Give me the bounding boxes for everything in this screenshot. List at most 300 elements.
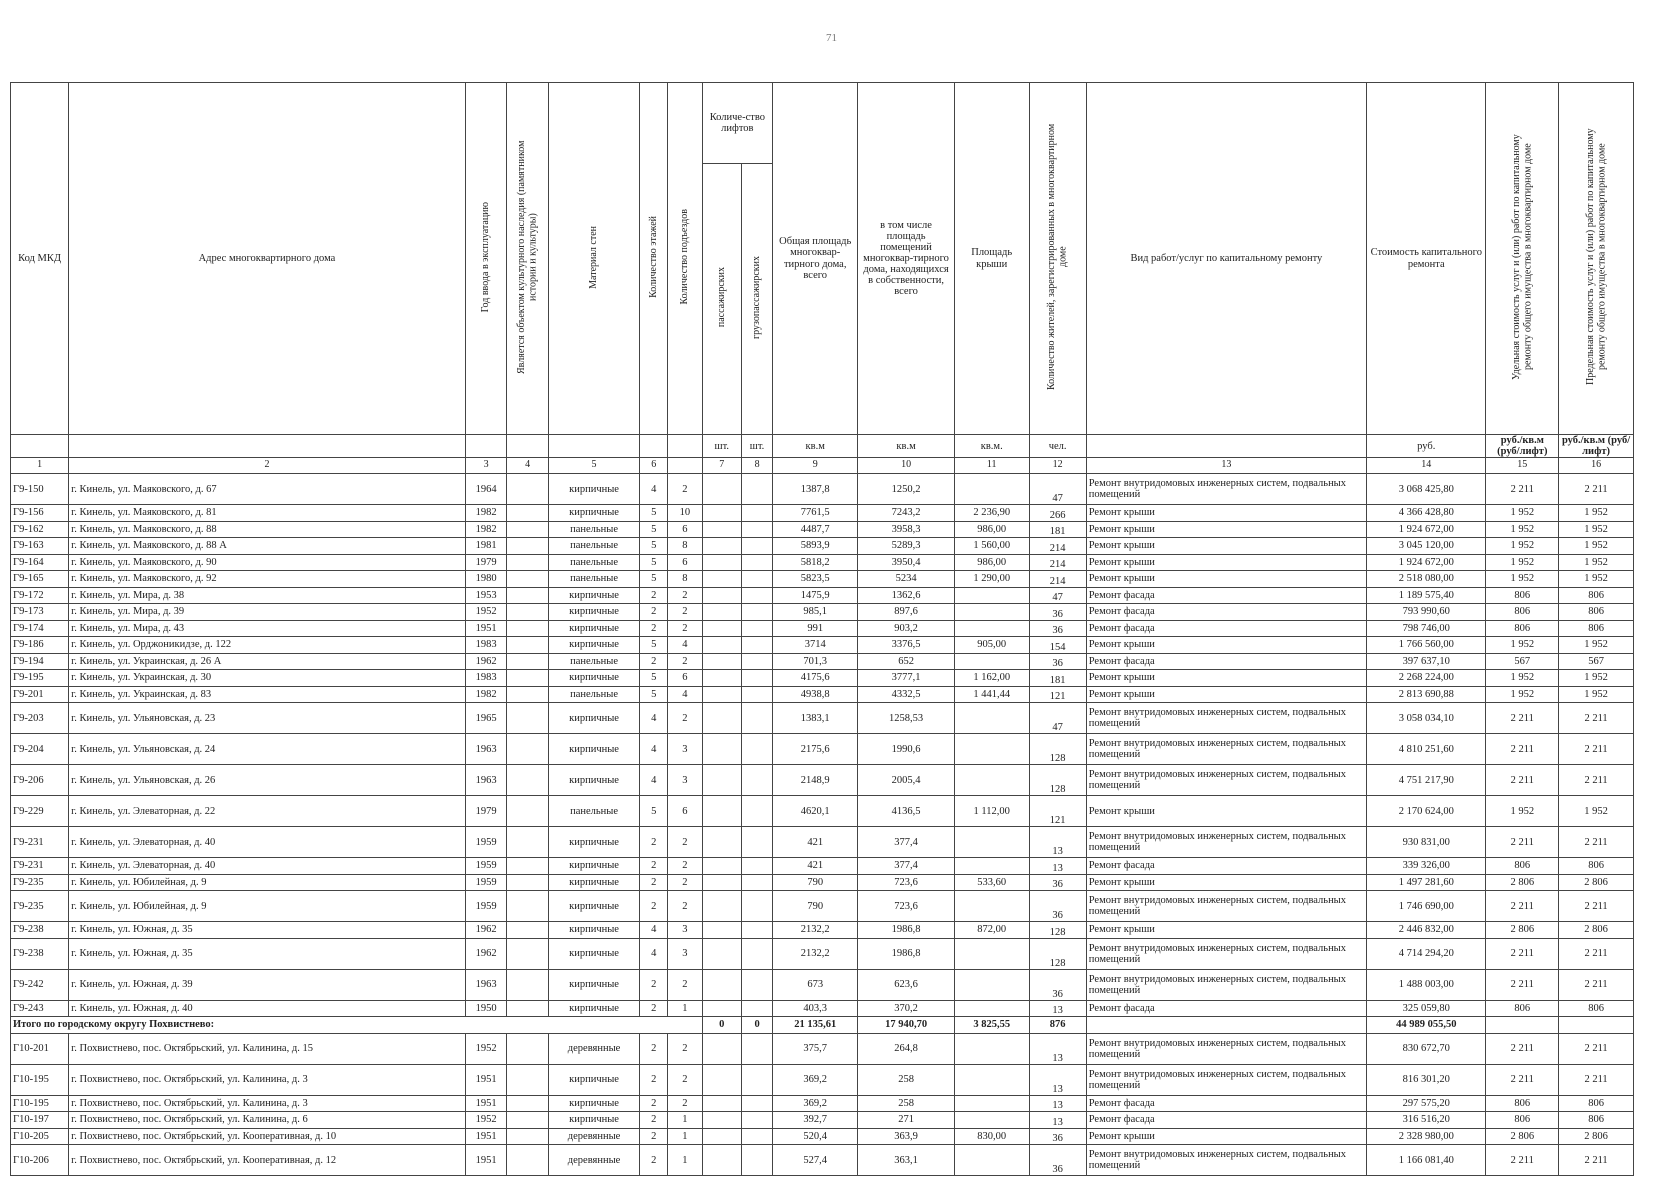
cell-area-total: 421 — [773, 827, 858, 858]
cell-entrances: 8 — [668, 538, 702, 555]
cell-work: Ремонт внутридомовых инженерных систем, подвальных помещений — [1086, 827, 1366, 858]
cell-heritage — [507, 1095, 549, 1112]
cell-walls: кирпичные — [548, 587, 639, 604]
cell-floors: 2 — [640, 969, 668, 1000]
cell-area-total: 375,7 — [773, 1033, 858, 1064]
cell-heritage — [507, 587, 549, 604]
cell-floors: 2 — [640, 858, 668, 875]
cell-lifts-cargo — [741, 653, 772, 670]
cell-entrances: 2 — [668, 1095, 702, 1112]
cell-work: Ремонт крыши — [1086, 686, 1366, 703]
cell-lifts-cargo — [741, 620, 772, 637]
cell-year: 1979 — [465, 554, 507, 571]
cell-limit-cost: 567 — [1559, 653, 1634, 670]
cell-lifts-cargo — [741, 571, 772, 588]
header-lifts-cargo: грузопассажирских — [741, 164, 772, 435]
cell-address: г. Кинель, ул. Мира, д. 39 — [69, 604, 466, 621]
total-roof: 3 825,55 — [954, 1017, 1029, 1034]
cell-entrances: 3 — [668, 734, 702, 765]
cell-walls: кирпичные — [548, 670, 639, 687]
cell-area-total: 2132,2 — [773, 938, 858, 969]
header-cost: Стоимость капитального ремонта — [1367, 83, 1486, 435]
cell-lifts-cargo — [741, 1112, 772, 1129]
cell-roof: 1 290,00 — [954, 571, 1029, 588]
cell-limit-cost: 2 806 — [1559, 922, 1634, 939]
cell-heritage — [507, 734, 549, 765]
cell-cost: 2 328 980,00 — [1367, 1128, 1486, 1145]
cell-year: 1979 — [465, 796, 507, 827]
cell-heritage — [507, 1145, 549, 1176]
cell-lifts-cargo — [741, 796, 772, 827]
cell-heritage — [507, 1112, 549, 1129]
cell-kod: Г9-186 — [11, 637, 69, 654]
cell-address: г. Похвистнево, пос. Октябрьский, ул. Калинина, д. 15 — [69, 1033, 466, 1064]
cell-address: г. Кинель, ул. Маяковского, д. 88 — [69, 521, 466, 538]
cell-roof: 1 162,00 — [954, 670, 1029, 687]
table-row — [11, 891, 1634, 922]
cell-kod: Г9-165 — [11, 571, 69, 588]
cell-floors: 4 — [640, 938, 668, 969]
cell-area-owned: 903,2 — [858, 620, 955, 637]
cell-unit-cost: 2 211 — [1486, 938, 1559, 969]
cell-work: Ремонт крыши — [1086, 637, 1366, 654]
col-number: 8 — [741, 458, 772, 474]
cell-cost: 339 326,00 — [1367, 858, 1486, 875]
cell-area-owned: 363,9 — [858, 1128, 955, 1145]
total-lifts-pass: 0 — [702, 1017, 741, 1034]
cell-lifts-cargo — [741, 505, 772, 522]
cell-walls: панельные — [548, 538, 639, 555]
table-row — [11, 1095, 1634, 1112]
cell-limit-cost: 1 952 — [1559, 538, 1634, 555]
cell-roof — [954, 1145, 1029, 1176]
cell-entrances: 3 — [668, 765, 702, 796]
cell-area-total: 1475,9 — [773, 587, 858, 604]
cell-area-owned: 264,8 — [858, 1033, 955, 1064]
cell-cost: 2 170 624,00 — [1367, 796, 1486, 827]
cell-address: г. Кинель, ул. Украинская, д. 83 — [69, 686, 466, 703]
cell-unit-cost: 2 211 — [1486, 734, 1559, 765]
cell-lifts-cargo — [741, 604, 772, 621]
cell-work: Ремонт крыши — [1086, 538, 1366, 555]
cell-area-owned: 258 — [858, 1064, 955, 1095]
cell-year: 1963 — [465, 765, 507, 796]
cell-walls: кирпичные — [548, 734, 639, 765]
cell-lifts-pass — [702, 891, 741, 922]
cell-roof — [954, 604, 1029, 621]
cell-lifts-cargo — [741, 1128, 772, 1145]
cell-unit-cost: 2 211 — [1486, 1145, 1559, 1176]
cell-walls: панельные — [548, 686, 639, 703]
cell-lifts-pass — [702, 670, 741, 687]
table-row — [11, 703, 1634, 734]
cell-roof — [954, 653, 1029, 670]
cell-lifts-cargo — [741, 587, 772, 604]
cell-unit-cost: 1 952 — [1486, 571, 1559, 588]
cell-area-owned: 3950,4 — [858, 554, 955, 571]
cell-area-owned: 363,1 — [858, 1145, 955, 1176]
cell-work: Ремонт фасада — [1086, 1095, 1366, 1112]
cell-limit-cost: 2 211 — [1559, 827, 1634, 858]
cell-limit-cost: 2 211 — [1559, 938, 1634, 969]
cell-lifts-cargo — [741, 874, 772, 891]
cell-lifts-pass — [702, 1112, 741, 1129]
cell-year: 1981 — [465, 538, 507, 555]
units-row — [11, 435, 1634, 458]
cell-heritage — [507, 1000, 549, 1017]
cell-walls: кирпичные — [548, 1095, 639, 1112]
cell-kod: Г10-206 — [11, 1145, 69, 1176]
cell-floors: 2 — [640, 1000, 668, 1017]
cell-lifts-cargo — [741, 1033, 772, 1064]
cell-unit-cost: 1 952 — [1486, 505, 1559, 522]
cell-limit-cost: 806 — [1559, 1095, 1634, 1112]
table-row — [11, 505, 1634, 522]
cell-work: Ремонт внутридомовых инженерных систем, подвальных помещений — [1086, 734, 1366, 765]
cell-walls: кирпичные — [548, 637, 639, 654]
cell-heritage — [507, 1064, 549, 1095]
cell-lifts-pass — [702, 827, 741, 858]
cell-entrances: 2 — [668, 653, 702, 670]
cell-area-owned: 723,6 — [858, 874, 955, 891]
cell-lifts-pass — [702, 505, 741, 522]
cell-roof: 830,00 — [954, 1128, 1029, 1145]
cell-kod: Г9-235 — [11, 874, 69, 891]
cell-floors: 4 — [640, 474, 668, 505]
cell-area-owned: 4136,5 — [858, 796, 955, 827]
table-row — [11, 620, 1634, 637]
cell-lifts-pass — [702, 1128, 741, 1145]
table-row — [11, 1112, 1634, 1129]
cell-cost: 1 746 690,00 — [1367, 891, 1486, 922]
cell-limit-cost: 1 952 — [1559, 521, 1634, 538]
cell-walls: кирпичные — [548, 874, 639, 891]
header-lifts-pass: пассажирских — [702, 164, 741, 435]
cell-heritage — [507, 538, 549, 555]
cell-kod: Г9-174 — [11, 620, 69, 637]
cell-lifts-cargo — [741, 765, 772, 796]
cell-year: 1982 — [465, 521, 507, 538]
cell-area-owned: 723,6 — [858, 891, 955, 922]
cell-residents: 128 — [1029, 734, 1086, 765]
cell-work: Ремонт фасада — [1086, 1112, 1366, 1129]
cell-floors: 5 — [640, 505, 668, 522]
total-row — [11, 1017, 1634, 1034]
cell-work: Ремонт внутридомовых инженерных систем, подвальных помещений — [1086, 938, 1366, 969]
cell-limit-cost: 2 211 — [1559, 765, 1634, 796]
cell-area-owned: 1986,8 — [858, 938, 955, 969]
cell-work: Ремонт внутридомовых инженерных систем, подвальных помещений — [1086, 891, 1366, 922]
cell-lifts-cargo — [741, 1095, 772, 1112]
cell-area-total: 421 — [773, 858, 858, 875]
cell-work: Ремонт крыши — [1086, 521, 1366, 538]
cell-kod: Г9-238 — [11, 922, 69, 939]
table-total — [11, 1017, 1634, 1034]
cell-work: Ремонт внутридомовых инженерных систем, подвальных помещений — [1086, 703, 1366, 734]
cell-residents: 36 — [1029, 874, 1086, 891]
cell-area-total: 4175,6 — [773, 670, 858, 687]
cell-year: 1965 — [465, 703, 507, 734]
col-number: 11 — [954, 458, 1029, 474]
cell-unit-cost: 2 211 — [1486, 474, 1559, 505]
cell-cost: 325 059,80 — [1367, 1000, 1486, 1017]
cell-kod: Г10-195 — [11, 1095, 69, 1112]
cell-area-owned: 7243,2 — [858, 505, 955, 522]
cell-address: г. Кинель, ул. Южная, д. 35 — [69, 922, 466, 939]
cell-area-total: 673 — [773, 969, 858, 1000]
cell-lifts-cargo — [741, 521, 772, 538]
col-number: 12 — [1029, 458, 1086, 474]
cell-lifts-cargo — [741, 827, 772, 858]
cell-cost: 397 637,10 — [1367, 653, 1486, 670]
cell-roof — [954, 1033, 1029, 1064]
cell-kod: Г9-243 — [11, 1000, 69, 1017]
cell-area-owned: 3958,3 — [858, 521, 955, 538]
cell-roof — [954, 1000, 1029, 1017]
cell-kod: Г10-197 — [11, 1112, 69, 1129]
col-number — [668, 458, 702, 474]
cell-entrances: 2 — [668, 703, 702, 734]
cell-year: 1950 — [465, 1000, 507, 1017]
cell-work: Ремонт крыши — [1086, 1128, 1366, 1145]
table-row — [11, 653, 1634, 670]
cell-unit-cost: 806 — [1486, 604, 1559, 621]
cell-unit-cost: 806 — [1486, 1095, 1559, 1112]
cell-area-owned: 3376,5 — [858, 637, 955, 654]
cell-address: г. Кинель, ул. Южная, д. 35 — [69, 938, 466, 969]
cell-address: г. Кинель, ул. Маяковского, д. 88 А — [69, 538, 466, 555]
cell-floors: 2 — [640, 874, 668, 891]
cell-unit-cost: 1 952 — [1486, 554, 1559, 571]
table-row — [11, 734, 1634, 765]
cell-unit-cost: 2 211 — [1486, 765, 1559, 796]
cell-entrances: 2 — [668, 874, 702, 891]
cell-entrances: 2 — [668, 891, 702, 922]
cell-entrances: 6 — [668, 796, 702, 827]
cell-area-total: 2148,9 — [773, 765, 858, 796]
cell-kod: Г9-235 — [11, 891, 69, 922]
cell-heritage — [507, 686, 549, 703]
cell-cost: 2 446 832,00 — [1367, 922, 1486, 939]
cell-floors: 4 — [640, 703, 668, 734]
cell-lifts-cargo — [741, 554, 772, 571]
cell-year: 1951 — [465, 1064, 507, 1095]
cell-residents: 128 — [1029, 922, 1086, 939]
cell-heritage — [507, 1128, 549, 1145]
cell-entrances: 1 — [668, 1112, 702, 1129]
cell-roof — [954, 969, 1029, 1000]
cell-address: г. Кинель, ул. Элеваторная, д. 22 — [69, 796, 466, 827]
header-kod: Код МКД — [11, 83, 69, 435]
header-lifts: Количе-ство лифтов — [702, 83, 773, 164]
cell-unit-cost: 2 211 — [1486, 891, 1559, 922]
cell-lifts-cargo — [741, 922, 772, 939]
cell-entrances: 1 — [668, 1128, 702, 1145]
cell-entrances: 4 — [668, 686, 702, 703]
cell-walls: кирпичные — [548, 765, 639, 796]
cell-area-total: 369,2 — [773, 1064, 858, 1095]
cell-lifts-cargo — [741, 734, 772, 765]
header-residents: Количество жителей, зарегистрированных в многоквартирном доме — [1029, 83, 1086, 435]
cell-roof — [954, 703, 1029, 734]
cell-address: г. Похвистнево, пос. Октябрьский, ул. Калинина, д. 3 — [69, 1064, 466, 1095]
cell-limit-cost: 2 806 — [1559, 874, 1634, 891]
cell-work: Ремонт внутридомовых инженерных систем, подвальных помещений — [1086, 1033, 1366, 1064]
cell-year: 1982 — [465, 505, 507, 522]
cell-lifts-pass — [702, 637, 741, 654]
cell-limit-cost: 1 952 — [1559, 637, 1634, 654]
cell-residents: 36 — [1029, 620, 1086, 637]
cell-heritage — [507, 891, 549, 922]
cell-address: г. Кинель, ул. Маяковского, д. 81 — [69, 505, 466, 522]
cell-work: Ремонт внутридомовых инженерных систем, подвальных помещений — [1086, 1145, 1366, 1176]
cell-roof: 986,00 — [954, 521, 1029, 538]
cell-kod: Г9-206 — [11, 765, 69, 796]
col-number: 13 — [1086, 458, 1366, 474]
cell-roof: 533,60 — [954, 874, 1029, 891]
cell-area-total: 2175,6 — [773, 734, 858, 765]
cell-floors: 5 — [640, 538, 668, 555]
cell-cost: 1 924 672,00 — [1367, 521, 1486, 538]
header-heritage: Является объектом культурного наследия (памятником истории и культуры) — [507, 83, 549, 435]
cell-heritage — [507, 765, 549, 796]
cell-heritage — [507, 874, 549, 891]
col-number: 9 — [773, 458, 858, 474]
cell-limit-cost: 2 211 — [1559, 734, 1634, 765]
table-row — [11, 858, 1634, 875]
cell-lifts-pass — [702, 796, 741, 827]
cell-unit-cost: 1 952 — [1486, 686, 1559, 703]
cell-area-owned: 377,4 — [858, 827, 955, 858]
cell-residents: 13 — [1029, 1095, 1086, 1112]
cell-floors: 2 — [640, 827, 668, 858]
cell-year: 1959 — [465, 858, 507, 875]
cell-lifts-cargo — [741, 670, 772, 687]
cell-walls: кирпичные — [548, 858, 639, 875]
cell-year: 1963 — [465, 969, 507, 1000]
cell-address: г. Кинель, ул. Южная, д. 40 — [69, 1000, 466, 1017]
cell-lifts-cargo — [741, 686, 772, 703]
cell-residents: 13 — [1029, 827, 1086, 858]
col-number: 10 — [858, 458, 955, 474]
cell-entrances: 6 — [668, 670, 702, 687]
cell-lifts-pass — [702, 765, 741, 796]
cell-walls: кирпичные — [548, 1000, 639, 1017]
cell-walls: кирпичные — [548, 922, 639, 939]
table-row — [11, 827, 1634, 858]
cell-year: 1964 — [465, 474, 507, 505]
cell-unit-cost: 1 952 — [1486, 538, 1559, 555]
cell-residents: 36 — [1029, 1128, 1086, 1145]
cell-area-owned: 377,4 — [858, 858, 955, 875]
cell-residents: 214 — [1029, 554, 1086, 571]
cell-residents: 47 — [1029, 587, 1086, 604]
cell-floors: 2 — [640, 1112, 668, 1129]
cell-floors: 5 — [640, 571, 668, 588]
cell-area-owned: 5289,3 — [858, 538, 955, 555]
cell-address: г. Кинель, ул. Украинская, д. 30 — [69, 670, 466, 687]
cell-heritage — [507, 1033, 549, 1064]
cell-limit-cost: 2 211 — [1559, 1033, 1634, 1064]
cell-kod: Г9-150 — [11, 474, 69, 505]
cell-floors: 4 — [640, 765, 668, 796]
cell-kod: Г9-194 — [11, 653, 69, 670]
cell-roof: 1 560,00 — [954, 538, 1029, 555]
cell-residents: 121 — [1029, 796, 1086, 827]
cell-walls: панельные — [548, 571, 639, 588]
cell-walls: кирпичные — [548, 505, 639, 522]
cell-lifts-pass — [702, 620, 741, 637]
cell-address: г. Кинель, ул. Ульяновская, д. 24 — [69, 734, 466, 765]
cell-heritage — [507, 505, 549, 522]
cell-entrances: 2 — [668, 620, 702, 637]
cell-address: г. Кинель, ул. Маяковского, д. 92 — [69, 571, 466, 588]
cell-roof — [954, 765, 1029, 796]
cell-area-owned: 4332,5 — [858, 686, 955, 703]
cell-walls: кирпичные — [548, 827, 639, 858]
cell-lifts-pass — [702, 938, 741, 969]
cell-limit-cost: 2 211 — [1559, 474, 1634, 505]
unit-limit-cost: руб./кв.м (руб/лифт) — [1559, 435, 1634, 458]
table-row — [11, 1033, 1634, 1064]
cell-area-owned: 897,6 — [858, 604, 955, 621]
cell-cost: 1 189 575,40 — [1367, 587, 1486, 604]
col-number: 6 — [640, 458, 668, 474]
cell-entrances: 2 — [668, 1064, 702, 1095]
cell-lifts-pass — [702, 474, 741, 505]
cell-lifts-pass — [702, 554, 741, 571]
cell-roof: 2 236,90 — [954, 505, 1029, 522]
cell-residents: 47 — [1029, 703, 1086, 734]
cell-address: г. Кинель, ул. Элеваторная, д. 40 — [69, 827, 466, 858]
cell-lifts-cargo — [741, 1000, 772, 1017]
cell-walls: кирпичные — [548, 1112, 639, 1129]
cell-area-total: 3714 — [773, 637, 858, 654]
cell-entrances: 2 — [668, 474, 702, 505]
cell-floors: 2 — [640, 604, 668, 621]
cell-unit-cost: 2 211 — [1486, 969, 1559, 1000]
cell-walls: кирпичные — [548, 969, 639, 1000]
cell-kod: Г9-204 — [11, 734, 69, 765]
cell-kod: Г9-203 — [11, 703, 69, 734]
cell-kod: Г9-201 — [11, 686, 69, 703]
cell-entrances: 2 — [668, 604, 702, 621]
total-residents: 876 — [1029, 1017, 1086, 1034]
cell-cost: 316 516,20 — [1367, 1112, 1486, 1129]
cell-year: 1962 — [465, 653, 507, 670]
header-work: Вид работ/услуг по капитальному ремонту — [1086, 83, 1366, 435]
cell-limit-cost: 1 952 — [1559, 686, 1634, 703]
cell-year: 1951 — [465, 1145, 507, 1176]
cell-kod: Г9-156 — [11, 505, 69, 522]
cell-limit-cost: 1 952 — [1559, 796, 1634, 827]
cell-roof — [954, 1064, 1029, 1095]
cell-area-owned: 1258,53 — [858, 703, 955, 734]
unit-area-total: кв.м — [773, 435, 858, 458]
cell-lifts-pass — [702, 969, 741, 1000]
cell-lifts-pass — [702, 604, 741, 621]
cell-address: г. Кинель, ул. Мира, д. 38 — [69, 587, 466, 604]
cell-walls: кирпичные — [548, 1064, 639, 1095]
cell-residents: 214 — [1029, 538, 1086, 555]
cell-lifts-cargo — [741, 637, 772, 654]
cell-residents: 214 — [1029, 571, 1086, 588]
cell-kod: Г9-231 — [11, 858, 69, 875]
cell-lifts-cargo — [741, 474, 772, 505]
cell-address: г. Кинель, ул. Украинская, д. 26 А — [69, 653, 466, 670]
header-limit-cost: Предельная стоимость услуг и (или) работ по капитальному ремонту общего имущества в многоквартирном доме — [1559, 83, 1634, 435]
cell-entrances: 10 — [668, 505, 702, 522]
